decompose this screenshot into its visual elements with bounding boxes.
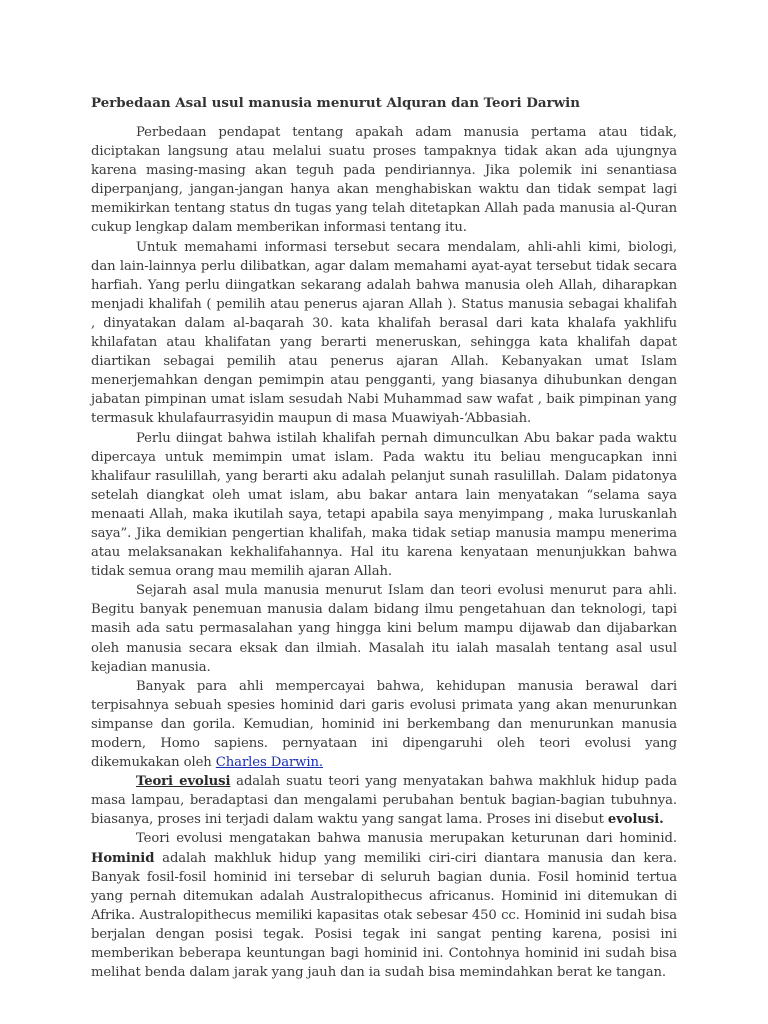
paragraph-2: Untuk memahami informasi tersebut secara mendalam, ahli-ahli kimi, biologi, dan lain-lainnya perlu dilibatkan, agar dalam memahami ayat-ayat tersebut tidak secara harfiah. Yang perlu diingatkan sekarang adalah bahwa manusia oleh Allah, diharapkan menjadi khalifah ( pemilih atau penerus ajaran Allah ). Status manusia sebagai khalifah , dinyatakan dalam al-baqarah 30. kata khalifah berasal dari kata khalafa yakhlifu khilafatan atau khalifatan yang berarti meneruskan, sehingga kata khalifah dapat diartikan sebagai pemilih atau penerus ajaran Allah. Kebanyakan umat Islam menerjemahkan dengan pemimpin atau pengganti, yang biasanya dihubunkan dengan jabatan pimpinan umat islam sesudah Nabi Muhammad saw wafat , baik pimpinan yang termasuk khulafaurrasyidin maupun di masa Muawiyah-‘Abbasiah. [91,239,677,427]
paragraph-7-text-a: Teori evolusi mengatakan bahwa manusia merupakan keturunan dari hominid. [136,831,677,847]
teori-evolusi-link[interactable]: Teori evolusi [136,774,231,790]
charles-darwin-link[interactable]: Charles Darwin. [215,755,323,771]
paragraph-6 [91,772,677,829]
paragraph-3: Perlu diingat bahwa istilah khalifah pernah dimunculkan Abu bakar pada waktu dipercaya untuk memimpin umat islam. Pada waktu itu beliau mengucapkan inni khalifaur rasulillah, yang berarti aku adalah pelanjut sunah rasulillah. Dalam pidatonya setelah diangkat oleh umat islam, abu bakar antara lain menyatakan “selama saya menaati Allah, maka ikutilah saya, tetapi apabila saya menyimpang , maka luruskanlah saya”. Jika demikian pengertian khalifah, maka tidak setiap manusia mampu menerima atau melaksanakan kekhalifahannya. Hal itu karena kenyataan menunjukkan bahwa tidak semua orang mau memilih ajaran Allah. [91,430,677,580]
paragraph-4: Sejarah asal mula manusia menurut Islam dan teori evolusi menurut para ahli. Begitu banyak penemuan manusia dalam bidang ilmu pengetahuan dan teknologi, tapi masih ada satu permasalahan yang hingga kini belum mampu dijawab dan dijabarkan oleh manusia secara eksak dan ilmiah. Masalah itu ialah masalah tentang asal usul kejadian manusia. [91,583,677,675]
paragraph-7-text-b: adalah makhluk hidup yang memiliki ciri-ciri diantara manusia dan kera. Banyak fosil-fosil hominid ini tersebar di seluruh bagian dunia. Fosil hominid tertua yang pernah ditemukan adalah Australopithecus africanus. Hominid ini ditemukan di Afrika. Australopithecus memiliki kapasitas otak sebesar 450 cc. Hominid ini sudah bisa berjalan dengan posisi tegak. Posisi tegak ini sangat penting karena, posisi ini memberikan beberapa keuntungan bagi hominid ini. Contohnya hominid ini sudah bisa melihat benda dalam jarak yang jauh dan ia sudah bisa memindahkan berat ke tangan. [91,850,677,981]
paragraph-1: Perbedaan pendapat tentang apakah adam manusia pertama atau tidak, diciptakan langsung atau melalui suatu proses tampaknya tidak akan ada ujungnya karena masing-masing akan teguh pada pendiriannya. Jika polemik ini senantiasa diperpanjang, jangan-jangan hanya akan menghabiskan waktu dan tidak sempat lagi memikirkan tentang status dn tugas yang telah ditetapkan Allah pada manusia al-Quran cukup lengkap dalam memberikan informasi tentang itu. [91,125,677,236]
document-title: Perbedaan Asal usul manusia menurut Alquran dan Teori Darwin [91,95,580,111]
evolusi-term: evolusi. [607,812,664,828]
paragraph-6-text: adalah suatu teori yang menyatakan bahwa makhluk hidup pada masa lampau, beradaptasi dan mengalami perubahan bentuk bagian-bagian tubuhnya. biasanya, proses ini terjadi dalam waktu yang sangat lama. Proses ini disebut [91,774,677,828]
paragraph-7 [91,829,677,982]
hominid-term: Hominid [91,850,155,866]
paragraph-5 [91,677,677,772]
paragraph-5-text: Banyak para ahli mempercayai bahwa, kehidupan manusia berawal dari terpisahnya sebuah spesies hominid dari garis evolusi primata yang akan menurunkan simpanse dan gorila. Kemudian, hominid ini berkembang dan menurunkan manusia modern, Homo sapiens. pernyataan ini dipengaruhi oleh teori evolusi yang dikemukakan oleh [91,678,677,771]
